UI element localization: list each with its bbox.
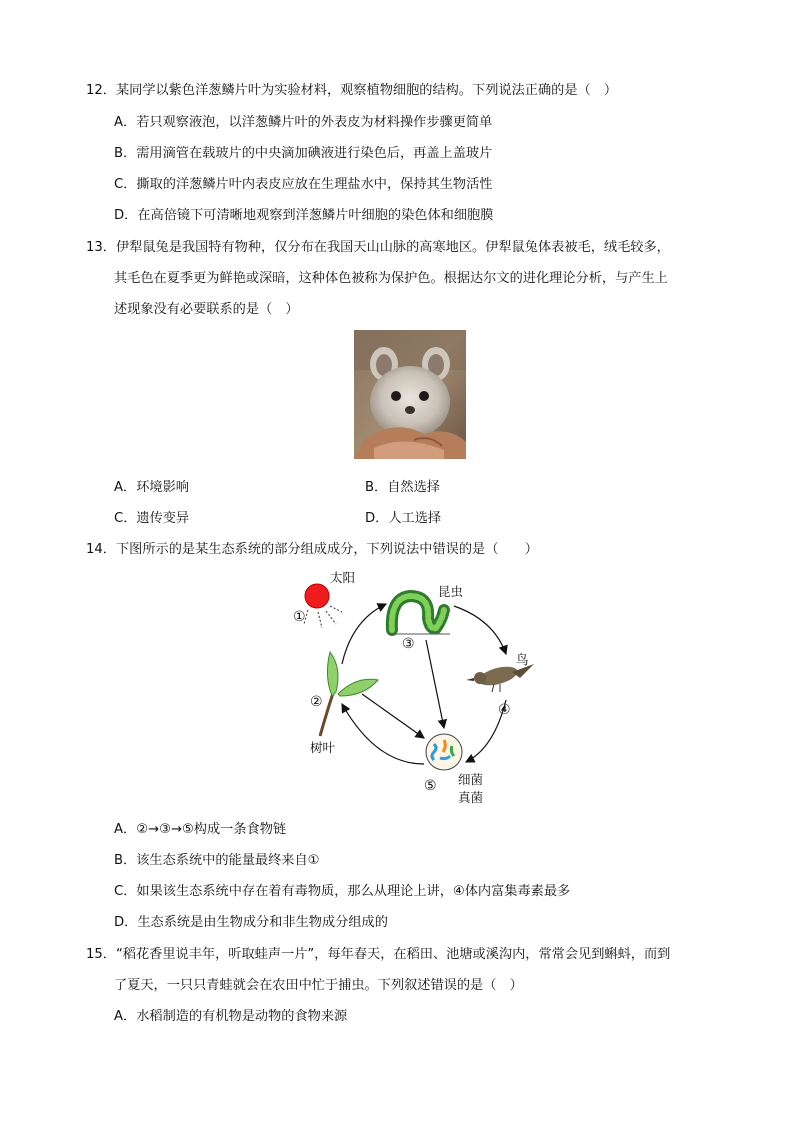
q13-option-c: C．遗传变异 bbox=[114, 511, 190, 526]
q13-stem-line-2: 其毛色在夏季更为鲜艳或深暗，这种体色被称为保护色。根据达尔文的进化理论分析，与产生上 bbox=[114, 271, 668, 286]
label-n3: ③ bbox=[402, 636, 415, 652]
label-fungi: 真菌 bbox=[458, 790, 484, 805]
pika-photo bbox=[354, 330, 466, 459]
microbe-icon bbox=[426, 734, 462, 770]
label-n4: ④ bbox=[498, 702, 511, 718]
sun-icon bbox=[304, 584, 342, 628]
arrow-plant-to-insect bbox=[342, 604, 386, 664]
q12-option-c: C．撕取的洋葱鳞片叶内表皮应放在生理盐水中，保持其生物活性 bbox=[114, 177, 493, 192]
q13-stem-line-3: 述现象没有必要联系的是（ ） bbox=[114, 302, 299, 317]
q12-option-d: D．在高倍镜下可清晰地观察到洋葱鳞片叶细胞的染色体和细胞膜 bbox=[114, 208, 494, 223]
arrow-microbe-to-plant bbox=[342, 704, 424, 764]
label-n1: ① bbox=[293, 609, 306, 625]
arrow-plant-to-microbe bbox=[362, 694, 424, 738]
label-n5: ⑤ bbox=[424, 778, 437, 794]
bird-icon bbox=[466, 663, 534, 692]
label-n2: ② bbox=[310, 694, 323, 710]
q14-option-d: D．生态系统是由生物成分和非生物成分组成的 bbox=[114, 915, 388, 930]
q13-option-d: D．人工选择 bbox=[365, 511, 442, 526]
q14-stem: 14．下图所示的是某生态系统的部分组成成分，下列说法中错误的是（ ） bbox=[86, 542, 538, 557]
q12-option-a: A．若只观察液泡，以洋葱鳞片叶的外表皮为材料操作步骤更简单 bbox=[114, 115, 493, 130]
q15-stem-line-1: 15．“稻花香里说丰年，听取蛙声一片”，每年春天，在稻田、池塘或溪沟内，常常会见到蝌蚪，而到 bbox=[86, 947, 671, 962]
label-leaf: 树叶 bbox=[310, 740, 336, 755]
q14-option-a: A．②→③→⑤构成一条食物链 bbox=[114, 822, 287, 837]
caterpillar-icon bbox=[388, 596, 450, 634]
label-bacteria: 细菌 bbox=[458, 772, 484, 787]
q13-option-a: A．环境影响 bbox=[114, 480, 189, 495]
q13-stem-line-1: 13．伊犁鼠兔是我国特有物种，仅分布在我国天山山脉的高寒地区。伊犁鼠兔体表被毛，绒毛较多， bbox=[86, 240, 670, 255]
arrow-insect-to-bird bbox=[454, 606, 506, 654]
arrow-insect-to-microbe bbox=[426, 640, 444, 728]
ecosystem-diagram bbox=[280, 568, 550, 813]
q12-stem: 12．某同学以紫色洋葱鳞片叶为实验材料，观察植物细胞的结构。下列说法正确的是（ ） bbox=[86, 83, 618, 98]
label-bird: 鸟 bbox=[516, 652, 529, 667]
q15-option-a: A．水稻制造的有机物是动物的食物来源 bbox=[114, 1009, 348, 1024]
label-sun: 太阳 bbox=[330, 570, 356, 585]
q14-option-c: C．如果该生态系统中存在着有毒物质，那么从理论上讲，④体内富集毒素最多 bbox=[114, 884, 571, 899]
label-insect: 昆虫 bbox=[438, 584, 464, 599]
plant-icon bbox=[320, 652, 378, 736]
q12-option-b: B．需用滴管在载玻片的中央滴加碘液进行染色后，再盖上盖玻片 bbox=[114, 146, 493, 161]
q13-option-b: B．自然选择 bbox=[365, 480, 440, 495]
q15-stem-line-2: 了夏天，一只只青蛙就会在农田中忙于捕虫。下列叙述错误的是（ ） bbox=[114, 978, 523, 993]
q14-option-b: B．该生态系统中的能量最终来自① bbox=[114, 853, 320, 868]
